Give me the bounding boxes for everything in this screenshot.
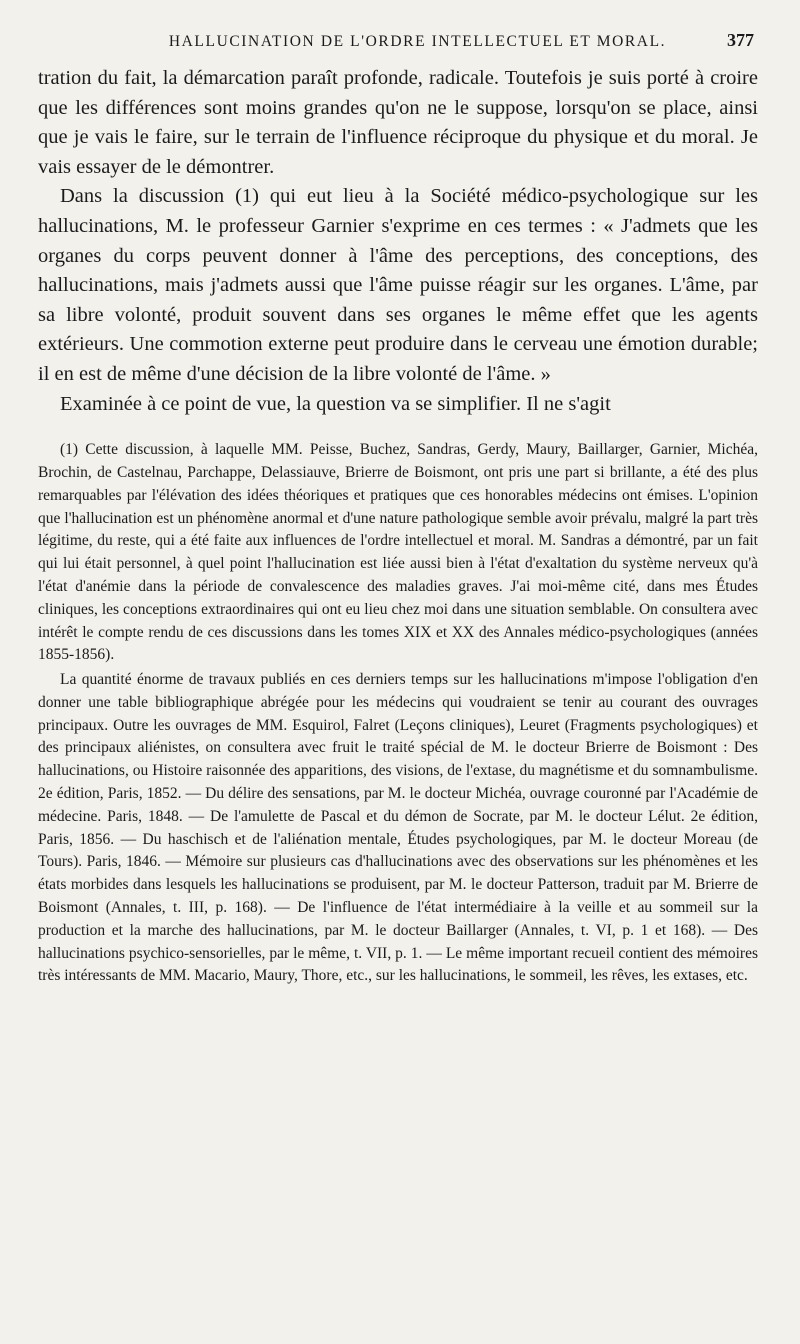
- footnote: La quantité énorme de travaux publiés en ces derniers temps sur les hallucinations m'impose l'obligation d'en donner une table bibliographique abrégée pour les médecins qui voudraient se tenir au courant des ouvrages principaux. Outre les ouvrages de MM. Esquirol, Falret (Leçons cliniques), Leuret (Fragments psychologiques) et des principaux aliénistes, on consultera avec fruit le traité spécial de M. le docteur Brierre de Boismont : Des hallucinations, ou Histoire raisonnée des apparitions, des visions, de l'extase, du magnétisme et du somnambulisme. 2e édition, Paris, 1852. — Du délire des sensations, par M. le docteur Michéa, ouvrage couronné par l'Académie de médecine. Paris, 1848. — De l'amulette de Pascal et du démon de Socrate, par M. le docteur Lélut. 2e édition, Paris, 1856. — Du haschisch et de l'aliénation mentale, Études psychologiques, par M. le docteur Moreau (de Tours). Paris, 1846. — Mémoire sur plusieurs cas d'hallucinations avec des observations sur les phénomènes et les états morbides dans lesquels les hallucinations se produisent, par M. le docteur Patterson, traduit par M. Brierre de Boismont (Annales, t. III, p. 168). — De l'influence de l'état intermédiaire à la veille et au sommeil sur la production et la marche des hallucinations, par M. le docteur Baillarger (Annales, t. VI, p. 1 et 168). — Des hallucinations psychico-sensorielles, par le même, t. VII, p. 1. — Le même important recueil contient des mémoires très intéressants de MM. Macario, Maury, Thore, etc., sur les hallucinations, le sommeil, les rêves, les extases, etc.: [38, 671, 758, 985]
- paragraph: Dans la discussion (1) qui eut lieu à la Société médico-psychologique sur les hallucinations, M. le professeur Garnier s'exprime en ces termes : « J'admets que les organes du corps peuvent donner à l'âme des perceptions, des conceptions, des hallucinations, mais j'admets aussi que l'âme puisse réagir sur les organes. L'âme, par sa libre volonté, produit souvent dans ses organes le même effet que les agents extérieurs. Une commotion externe peut produire dans le cerveau une émotion durable; il en est de même d'une décision de la libre volonté de l'âme. »: [38, 185, 758, 385]
- paragraph: Examinée à ce point de vue, la question va se simplifier. Il ne s'agit: [60, 392, 611, 415]
- page-number: 377: [727, 30, 754, 50]
- running-title: HALLUCINATION DE L'ORDRE INTELLECTUEL ET MORAL.: [168, 33, 667, 50]
- book-page: [38, 30, 758, 988]
- running-head: [38, 30, 758, 60]
- footnotes: [38, 439, 758, 988]
- main-text: [38, 64, 758, 419]
- footnote: (1) Cette discussion, à laquelle MM. Peisse, Buchez, Sandras, Gerdy, Maury, Baillarger, Garnier, Michéa, Brochin, de Castelnau, Parchappe, Delassiauve, Brierre de Boismont, ont pris une part si brillante, a été des plus remarquables par l'élévation des idées théoriques et pratiques que ces honorables médecins ont émises. L'opinion que l'hallucination est un phénomène anormal et d'une nature pathologique semble avoir prévalu, malgré la part très légitime, du reste, qui a été faite aux influences de l'ordre intellectuel et moral. M. Sandras a démontré, par un fait qui lui était personnel, à quel point l'hallucination est liée aussi bien à l'état d'exaltation du système nerveux qu'à l'état d'anémie dans la période de convalescence des maladies graves. J'ai moi-même cité, dans mes Études cliniques, les conceptions extraordinaires qui ont eu lieu chez moi dans une situation semblable. On consultera avec intérêt le compte rendu de ces discussions dans les tomes XIX et XX des Annales médico-psychologiques (années 1855-1856).: [38, 441, 758, 664]
- paragraph: tration du fait, la démarcation paraît profonde, radicale. Toutefois je suis porté à croire que les différences sont moins grandes qu'on ne le suppose, lorsqu'on se place, ainsi que je vais le faire, sur le terrain de l'influence réciproque du physique et du moral. Je vais essayer de le démontrer.: [38, 67, 758, 178]
